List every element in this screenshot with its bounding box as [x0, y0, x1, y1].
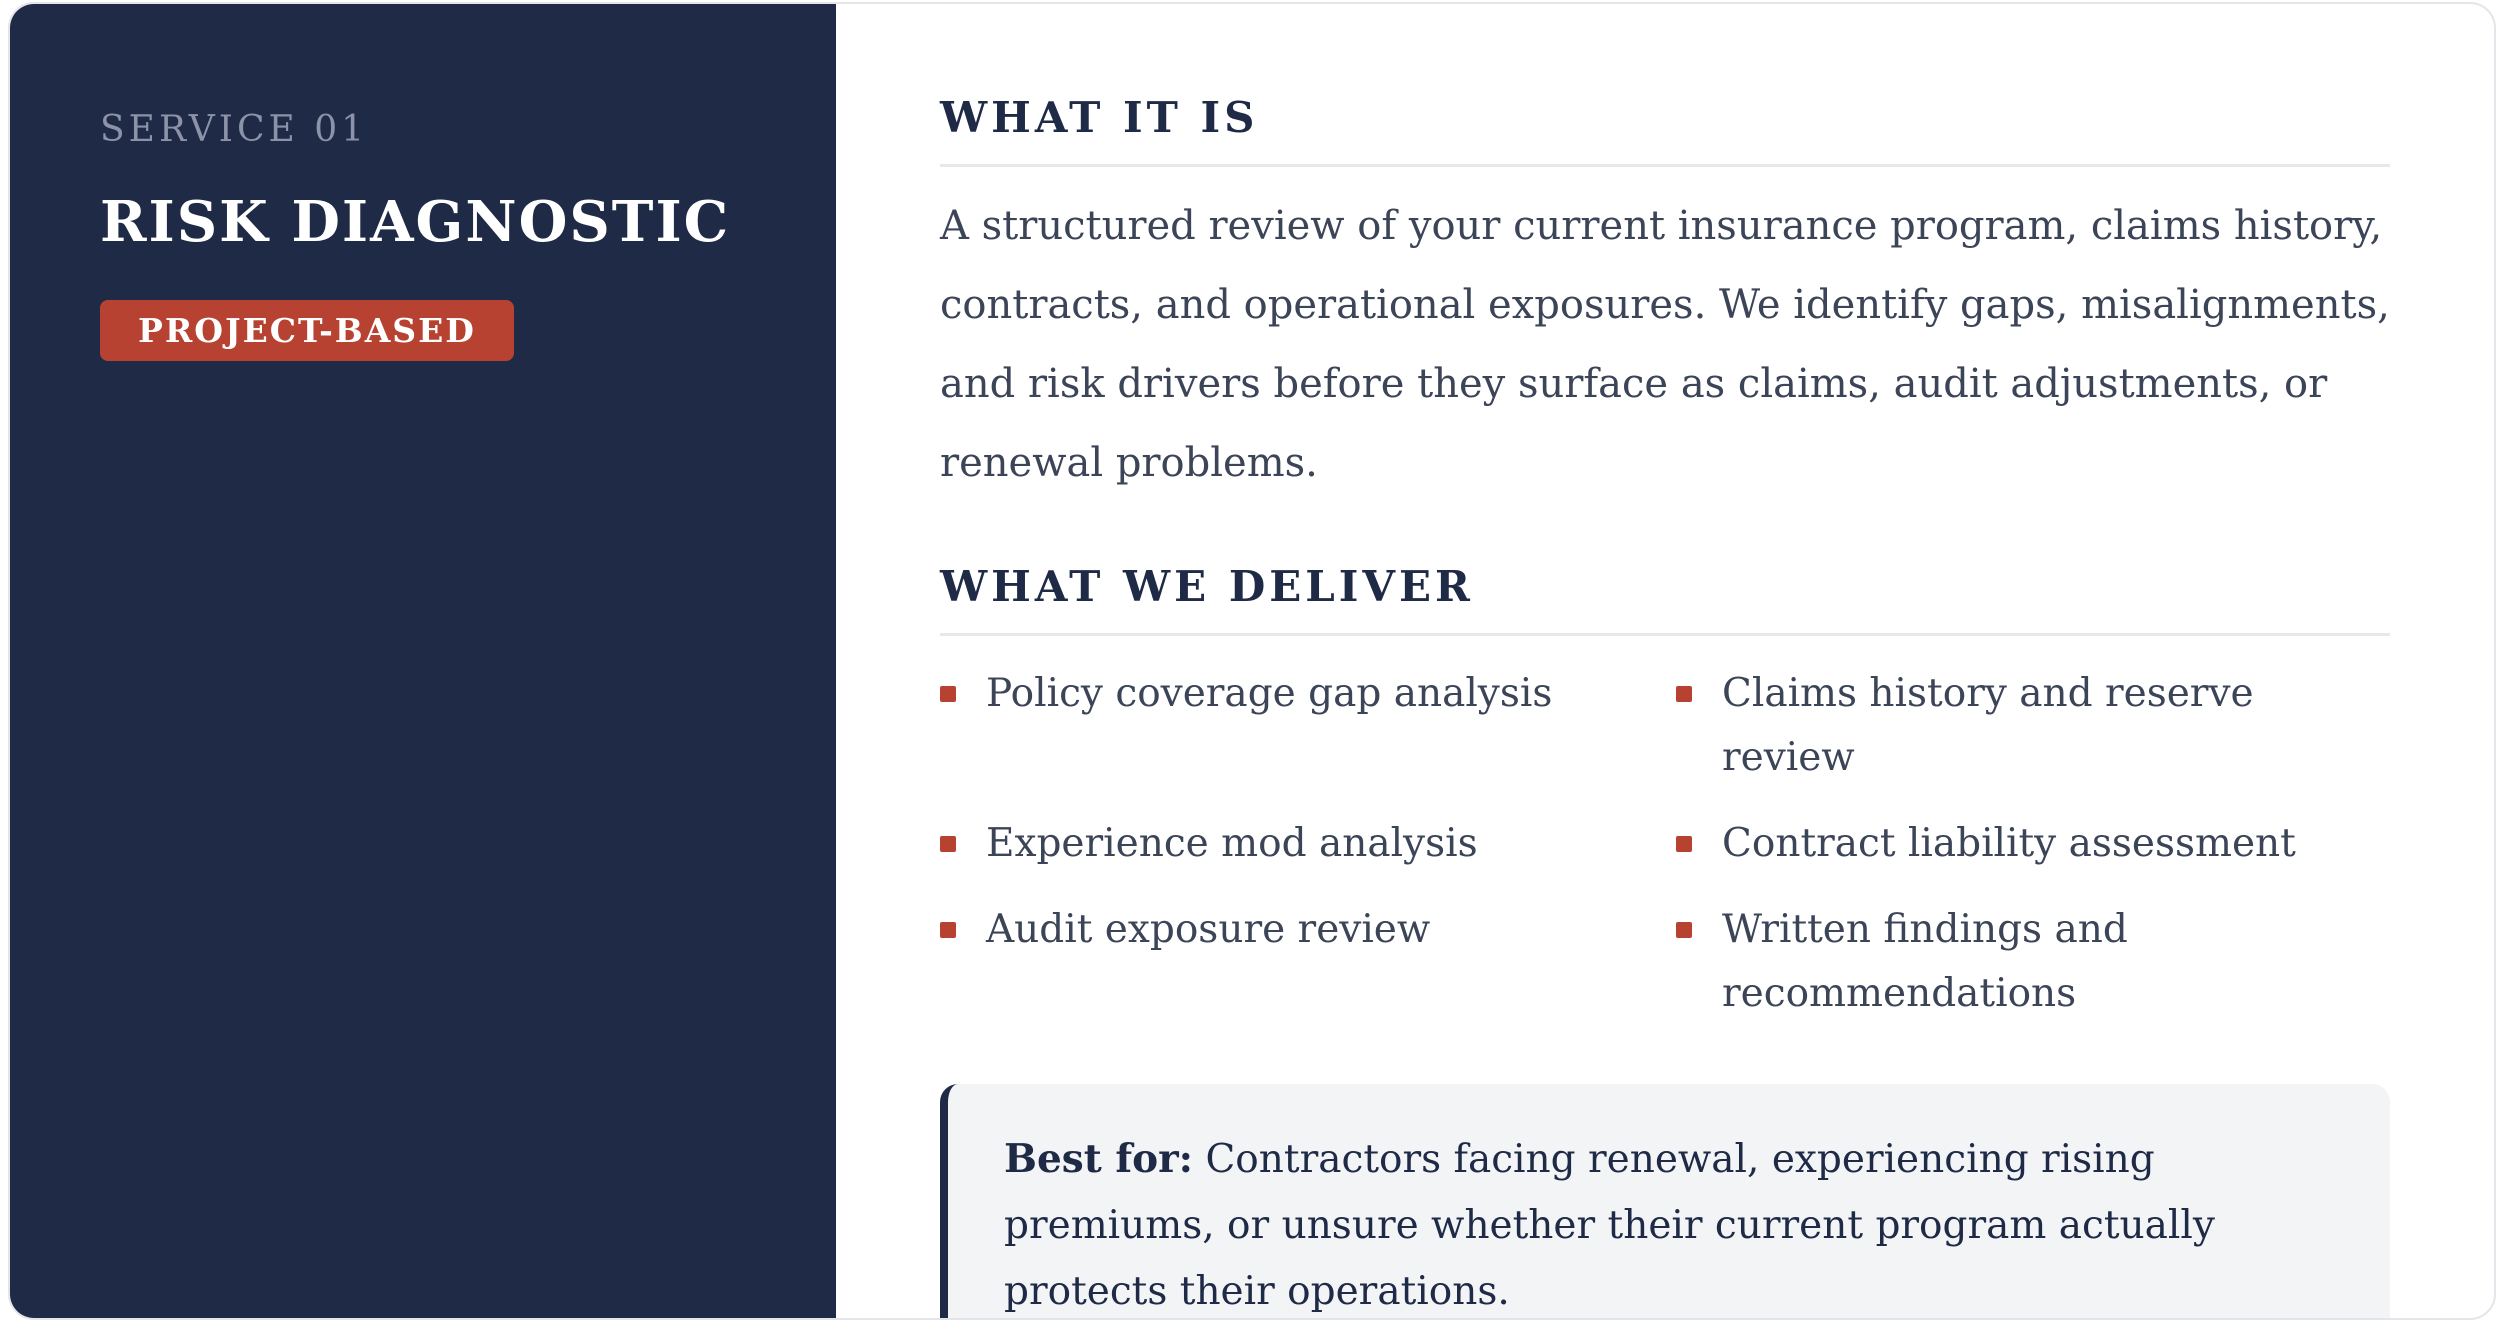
list-item [940, 662, 1676, 790]
square-bullet-icon [940, 922, 956, 938]
list-item [940, 812, 1676, 876]
square-bullet-icon [940, 686, 956, 702]
deliverable-label: Contract liability assessment [1722, 821, 2296, 866]
list-item [1676, 812, 2390, 876]
best-for-callout [940, 1084, 2390, 1320]
square-bullet-icon [1676, 922, 1692, 938]
deliverable-label: Experience mod analysis [986, 821, 1478, 866]
list-item [940, 898, 1676, 1026]
deliverable-label: Claims history and reserve review [1722, 671, 2254, 780]
list-item [1676, 662, 2390, 790]
deliverables-list [940, 662, 2390, 1026]
what-we-deliver-heading: WHAT WE DELIVER [940, 559, 2390, 636]
deliverable-label: Policy coverage gap analysis [986, 671, 1553, 716]
service-type-badge: PROJECT-BASED [100, 300, 514, 361]
square-bullet-icon [1676, 686, 1692, 702]
service-title: RISK DIAGNOSTIC [100, 189, 731, 255]
best-for-label: Best for: [1004, 1136, 1194, 1182]
square-bullet-icon [940, 836, 956, 852]
service-content [836, 4, 2494, 1318]
list-item [1676, 898, 2390, 1026]
best-for-text: Contractors facing renewal, experiencing rising premiums, or unsure whether their current program actually protects their operations. [1004, 1137, 2215, 1314]
service-number: SERVICE 01 [100, 109, 369, 150]
service-card [8, 2, 2496, 1320]
square-bullet-icon [1676, 836, 1692, 852]
what-it-is-heading: WHAT IT IS [940, 90, 2390, 167]
service-sidebar [10, 4, 836, 1318]
what-it-is-description: A structured review of your current insurance program, claims history, contracts, and operational exposures. We identify gaps, misalignments, and risk drivers before they surface as claims, audit adjustments, or renewal problems. [940, 203, 2390, 486]
deliverable-label: Written findings and recommendations [1722, 907, 2128, 1016]
deliverable-label: Audit exposure review [986, 907, 1431, 952]
